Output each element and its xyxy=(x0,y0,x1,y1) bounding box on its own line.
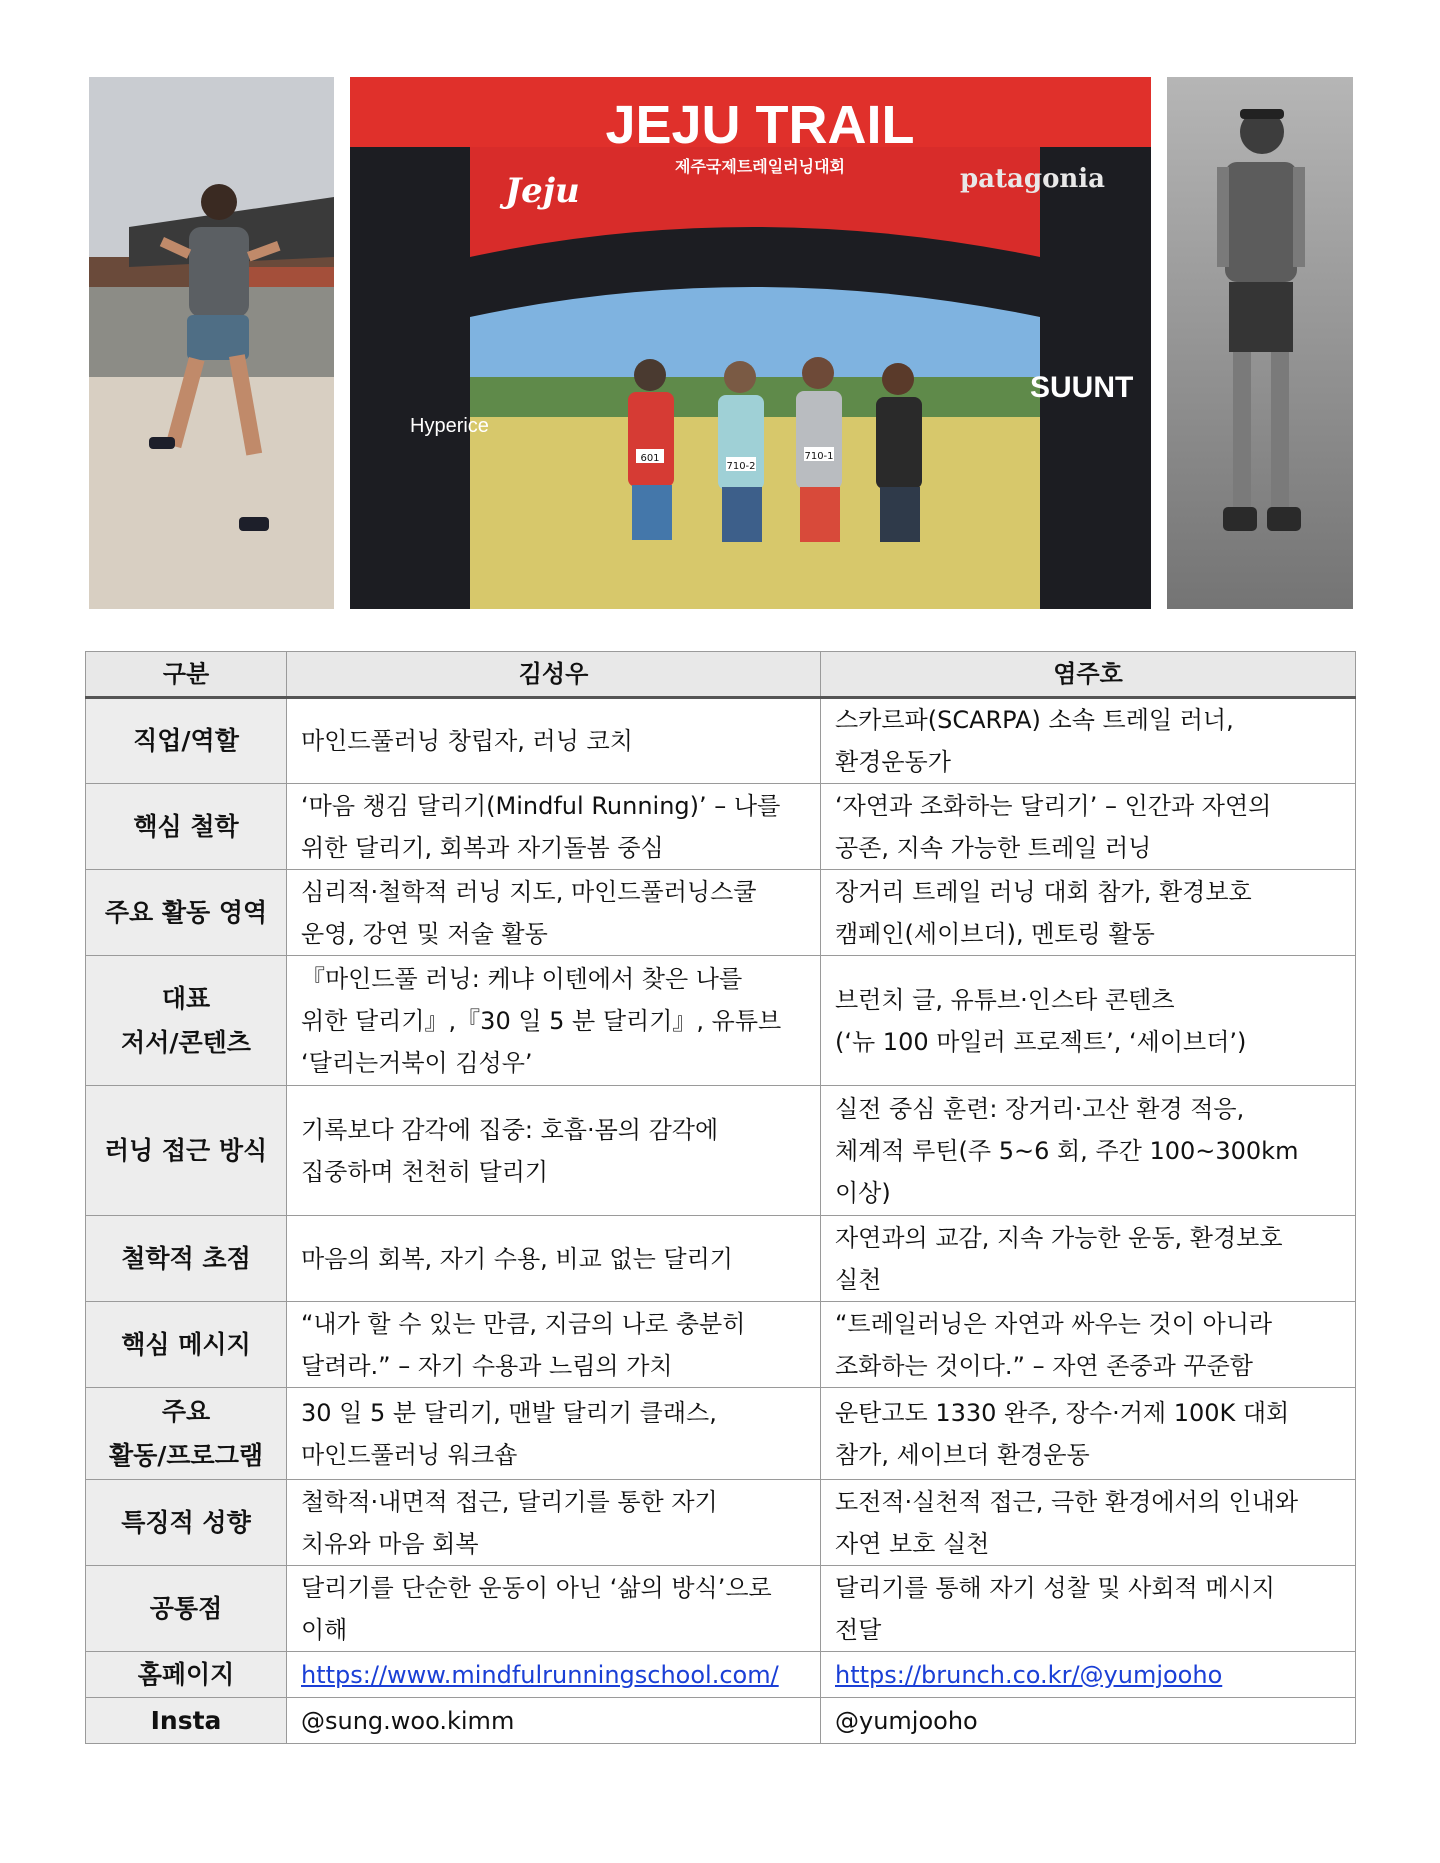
cell-person-b xyxy=(821,1086,1356,1216)
runner-photo xyxy=(89,77,334,609)
jeju-logo: Jeju xyxy=(505,171,580,211)
row-label-line: 주요 활동 영역 xyxy=(104,897,268,927)
row-label-line: 핵심 메시지 xyxy=(121,1329,251,1359)
cell-line: @sung.woo.kimm xyxy=(301,1706,515,1735)
row-label xyxy=(86,1698,287,1744)
table-row xyxy=(86,1388,1356,1480)
cell-line: 위한 달리기, 회복과 자기돌봄 중심 xyxy=(301,833,664,862)
cell-person-a xyxy=(287,784,821,870)
row-label xyxy=(86,1086,287,1216)
table-header-row xyxy=(86,652,1356,698)
row-label-line: 주요 xyxy=(161,1396,211,1426)
table-row xyxy=(86,1698,1356,1744)
cell-person-a xyxy=(287,1566,821,1652)
cell-line: 운탄고도 1330 완주, 장수·거제 100K 대회 xyxy=(835,1398,1290,1427)
cell-line: 집중하며 천천히 달리기 xyxy=(301,1157,549,1186)
cell-line: 심리적·철학적 러닝 지도, 마인드풀러닝스쿨 xyxy=(301,877,757,906)
cell-line: “트레일러닝은 자연과 싸우는 것이 아니라 xyxy=(835,1309,1273,1338)
row-label-line: 공통점 xyxy=(149,1593,223,1623)
cell-person-a xyxy=(287,698,821,784)
patagonia-logo: patagonia xyxy=(960,164,1106,194)
cell-person-a xyxy=(287,1388,821,1480)
table-row xyxy=(86,1086,1356,1216)
cell-line: @yumjooho xyxy=(835,1706,978,1735)
cell-person-b xyxy=(821,1302,1356,1388)
cell-line: 장거리 트레일 러닝 대회 참가, 환경보호 xyxy=(835,877,1252,906)
cell-line: 달리기를 단순한 운동이 아닌 ‘삶의 방식’으로 xyxy=(301,1573,772,1602)
cell-line: 마인드풀러닝 워크숍 xyxy=(301,1440,518,1469)
table-row xyxy=(86,1480,1356,1566)
cell-line: 마인드풀러닝 창립자, 러닝 코치 xyxy=(301,727,633,755)
cell-line: 참가, 세이브더 환경운동 xyxy=(835,1440,1090,1469)
header-category: 구분 xyxy=(86,652,287,698)
row-label xyxy=(86,870,287,956)
cell-line: ‘마음 챙김 달리기(Mindful Running)’ – 나를 xyxy=(301,791,781,820)
cell-person-a[interactable] xyxy=(287,1652,821,1698)
table-row xyxy=(86,1302,1356,1388)
cell-line: 조화하는 것이다.” – 자연 존중과 꾸준함 xyxy=(835,1351,1253,1380)
cell-line: “내가 할 수 있는 만큼, 지금의 나로 충분히 xyxy=(301,1309,746,1338)
row-label xyxy=(86,698,287,784)
cell-line: 달려라.” – 자기 수용과 느림의 가치 xyxy=(301,1351,673,1380)
cell-person-a xyxy=(287,1302,821,1388)
row-label xyxy=(86,1216,287,1302)
row-label xyxy=(86,1566,287,1652)
cell-person-b xyxy=(821,784,1356,870)
cell-line: 환경운동가 xyxy=(835,748,951,776)
table-row xyxy=(86,698,1356,784)
cell-line: 운영, 강연 및 저술 활동 xyxy=(301,919,548,948)
bib-label: 710-1 xyxy=(804,451,834,462)
cell-line: 공존, 지속 가능한 트레일 러닝 xyxy=(835,833,1152,862)
cell-person-b xyxy=(821,1480,1356,1566)
cell-line: 위한 달리기』,『30 일 5 분 달리기』, 유튜브 xyxy=(301,1006,782,1035)
bib-label: 601 xyxy=(640,453,660,464)
cell-line: (‘뉴 100 마일러 프로젝트’, ‘세이브더’) xyxy=(835,1027,1247,1056)
cell-line: 달리기를 통해 자기 성찰 및 사회적 메시지 xyxy=(835,1573,1275,1602)
arch-subtitle: 제주국제트레일러닝대회 xyxy=(674,157,846,176)
cell-person-a xyxy=(287,1698,821,1744)
cell-line: 철학적·내면적 접근, 달리기를 통한 자기 xyxy=(301,1487,718,1516)
row-label xyxy=(86,1388,287,1480)
cell-line: 『마인드풀 러닝: 케냐 이텐에서 찾은 나를 xyxy=(301,964,743,993)
cell-line: 이상) xyxy=(835,1178,891,1207)
row-label-line: 저서/콘텐츠 xyxy=(121,1027,251,1057)
cell-line: 실천 xyxy=(835,1265,882,1294)
header-person-b: 염주호 xyxy=(821,652,1356,698)
row-label-line: 특징적 성향 xyxy=(121,1507,251,1537)
cell-person-a xyxy=(287,956,821,1086)
jeju-trail-arch-photo xyxy=(350,77,1151,609)
cell-person-b xyxy=(821,1698,1356,1744)
table-row xyxy=(86,784,1356,870)
row-label xyxy=(86,956,287,1086)
suunto-logo: SUUNT xyxy=(1030,371,1134,404)
row-label-line: 철학적 초점 xyxy=(121,1243,251,1273)
cell-line: 브런치 글, 유튜브·인스타 콘텐츠 xyxy=(835,985,1175,1014)
cell-line: 이해 xyxy=(301,1615,348,1644)
cell-person-a xyxy=(287,870,821,956)
cell-line: 자연과의 교감, 지속 가능한 운동, 환경보호 xyxy=(835,1223,1283,1252)
bib-label: 710-2 xyxy=(726,461,756,472)
row-label-line: 대표 xyxy=(161,983,211,1013)
cell-person-b xyxy=(821,1566,1356,1652)
photo-strip xyxy=(0,0,1440,620)
cell-person-b xyxy=(821,956,1356,1086)
cell-person-a xyxy=(287,1480,821,1566)
row-label xyxy=(86,1480,287,1566)
cell-line: 치유와 마음 회복 xyxy=(301,1529,479,1558)
homepage-link[interactable]: https://brunch.co.kr/@yumjooho xyxy=(835,1660,1223,1689)
cell-line: 캠페인(세이브더), 멘토링 활동 xyxy=(835,919,1155,948)
cell-line: 실전 중심 훈련: 장거리·고산 환경 적응, xyxy=(835,1094,1245,1123)
cell-person-b[interactable] xyxy=(821,1652,1356,1698)
table-row xyxy=(86,1566,1356,1652)
row-label-line: 핵심 철학 xyxy=(133,811,239,841)
table-row xyxy=(86,1652,1356,1698)
cell-line: 도전적·실천적 접근, 극한 환경에서의 인내와 xyxy=(835,1487,1299,1516)
cell-person-a xyxy=(287,1216,821,1302)
cell-person-b xyxy=(821,1216,1356,1302)
row-label xyxy=(86,784,287,870)
arch-title: JEJU TRAIL xyxy=(605,95,915,155)
row-label-line: Insta xyxy=(150,1705,222,1735)
cell-line: 30 일 5 분 달리기, 맨발 달리기 클래스, xyxy=(301,1398,717,1427)
cell-line: 전달 xyxy=(835,1615,882,1644)
cell-line: 체계적 루틴(주 5~6 회, 주간 100~300km xyxy=(835,1136,1299,1165)
cell-line: 마음의 회복, 자기 수용, 비교 없는 달리기 xyxy=(301,1244,733,1273)
homepage-link[interactable]: https://www.mindfulrunningschool.com/ xyxy=(301,1660,779,1689)
table-row xyxy=(86,956,1356,1086)
hyperice-logo: Hyperice xyxy=(410,415,489,437)
row-label xyxy=(86,1652,287,1698)
cell-person-b xyxy=(821,1388,1356,1480)
row-label-line: 러닝 접근 방식 xyxy=(104,1135,268,1165)
comparison-table xyxy=(85,651,1356,1744)
cell-line: 기록보다 감각에 집중: 호흡·몸의 감각에 xyxy=(301,1115,719,1144)
table-row xyxy=(86,1216,1356,1302)
cell-person-b xyxy=(821,870,1356,956)
header-person-a: 김성우 xyxy=(287,652,821,698)
cell-line: ‘달리는거북이 김성우’ xyxy=(301,1048,533,1077)
row-label xyxy=(86,1302,287,1388)
table-row xyxy=(86,870,1356,956)
row-label-line: 홈페이지 xyxy=(137,1659,235,1689)
cell-line: 스카르파(SCARPA) 소속 트레일 러너, xyxy=(835,706,1234,734)
row-label-line: 직업/역할 xyxy=(133,726,239,755)
cell-line: ‘자연과 조화하는 달리기’ – 인간과 자연의 xyxy=(835,791,1272,820)
portrait-photo xyxy=(1167,77,1353,609)
cell-person-b xyxy=(821,698,1356,784)
cell-person-a xyxy=(287,1086,821,1216)
row-label-line: 활동/프로그램 xyxy=(108,1440,264,1470)
cell-line: 자연 보호 실천 xyxy=(835,1529,990,1558)
